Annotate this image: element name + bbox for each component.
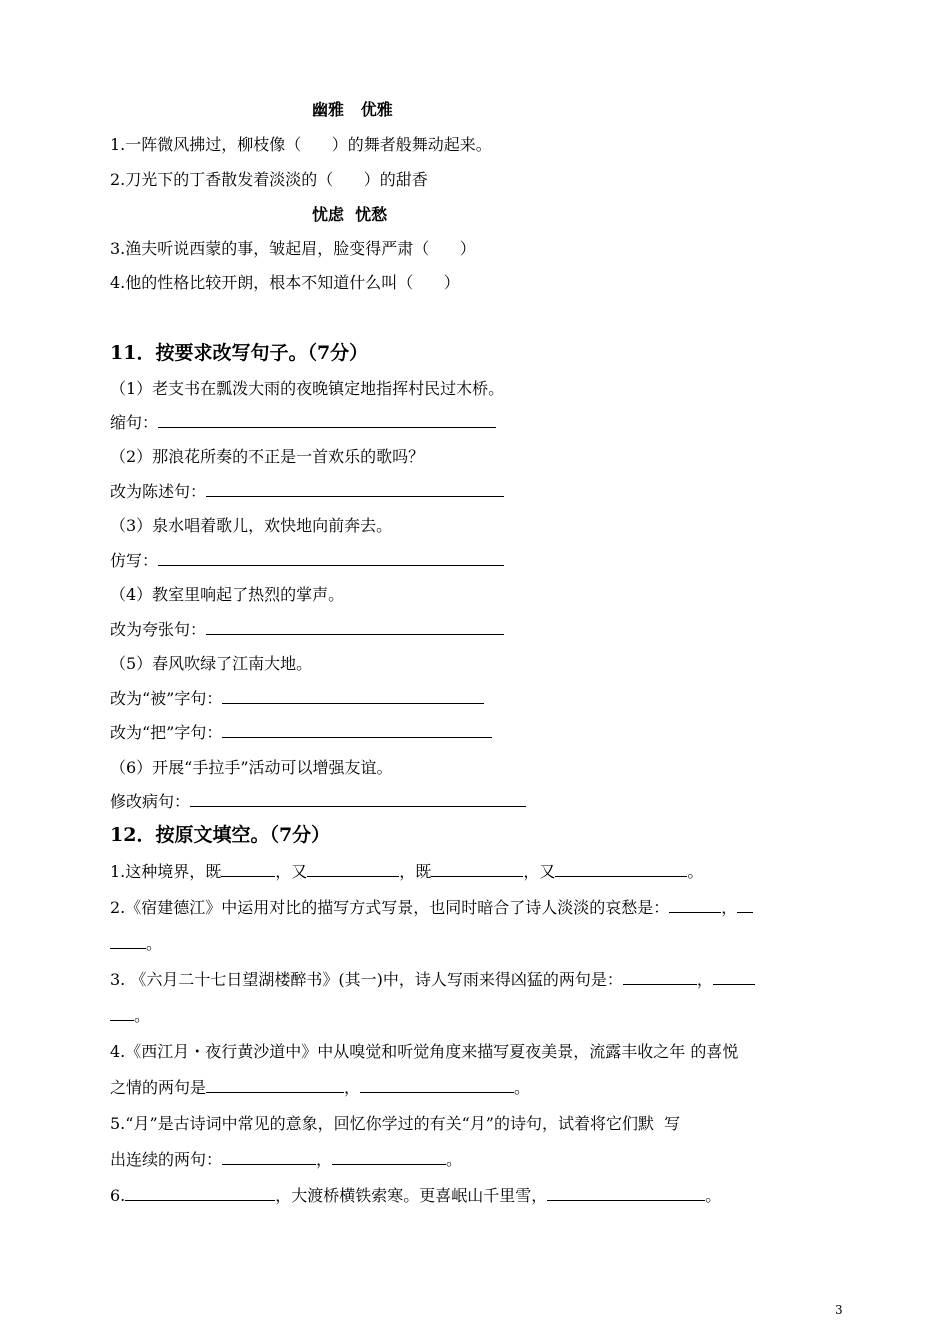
answer-blank[interactable] (332, 1150, 446, 1165)
word-pair-heading-2: 忧虑 忧愁 (312, 205, 388, 224)
fill-text: ， (316, 1150, 333, 1169)
fill-text: ，既 (399, 862, 432, 881)
rewrite-sentence-5: （5）春风吹绿了江南大地。 (110, 654, 313, 673)
answer-blank[interactable] (158, 413, 496, 428)
rewrite-prompt: 缩句： (110, 413, 159, 432)
fill-text: 3. 《六月二十七日望湖楼醉书》(其一)中，诗人写雨来得凶猛的两句是： (110, 970, 623, 989)
rewrite-prompt: 改为陈述句： (110, 482, 207, 501)
fill-question-5: 5.“月”是古诗词中常见的意象，回忆你学过的有关“月”的诗句，试着将它们默 写 (110, 1114, 681, 1133)
answer-blank[interactable] (669, 898, 721, 913)
answer-blank[interactable] (110, 934, 146, 949)
answer-blank[interactable] (713, 970, 755, 985)
fill-question-1 (110, 861, 703, 883)
rewrite-sentence-1: （1）老支书在瓢泼大雨的夜晚镇定地指挥村民过木桥。 (110, 379, 505, 398)
answer-blank[interactable] (221, 862, 275, 877)
rewrite-answer-5b (110, 722, 492, 744)
answer-blank[interactable] (623, 970, 697, 985)
answer-blank[interactable] (737, 898, 753, 913)
answer-blank[interactable] (222, 689, 484, 704)
rewrite-answer-5a (110, 688, 484, 710)
answer-blank[interactable] (307, 862, 399, 877)
answer-blank[interactable] (190, 792, 526, 807)
fill-text: 。 (705, 1186, 722, 1205)
section-11-title: 11．按要求改写句子。（7分） (110, 342, 369, 364)
section-12-title: 12．按原文填空。（7分） (110, 824, 331, 846)
answer-blank[interactable] (125, 1186, 275, 1201)
fill-question-2-cont (110, 933, 162, 955)
fill-text: ， (721, 898, 738, 917)
answer-blank[interactable] (206, 482, 504, 497)
answer-blank[interactable] (206, 1078, 344, 1093)
answer-blank[interactable] (431, 862, 523, 877)
rewrite-answer-3 (110, 550, 504, 572)
answer-blank[interactable] (555, 862, 687, 877)
fill-question-4-cont (110, 1077, 530, 1099)
question-2: 2.刀光下的丁香散发着淡淡的（ ）的甜香 (110, 170, 428, 189)
fill-text: ， (344, 1078, 361, 1097)
fill-text: 2.《宿建德江》中运用对比的描写方式写景，也同时暗合了诗人淡淡的哀愁是： (110, 898, 670, 917)
fill-text: 。 (146, 934, 163, 953)
rewrite-sentence-3: （3）泉水唱着歌儿，欢快地向前奔去。 (110, 516, 393, 535)
rewrite-sentence-4: （4）教室里响起了热烈的掌声。 (110, 585, 345, 604)
answer-blank[interactable] (158, 551, 504, 566)
rewrite-sentence-2: （2）那浪花所奏的不正是一首欢乐的歌吗？ (110, 447, 425, 466)
answer-blank[interactable] (206, 620, 504, 635)
fill-question-3-cont (110, 1005, 150, 1027)
rewrite-answer-4 (110, 619, 504, 641)
rewrite-prompt: 修改病句： (110, 792, 191, 811)
fill-question-6 (110, 1185, 721, 1207)
fill-text: 6. (110, 1186, 126, 1205)
fill-question-5-cont (110, 1149, 462, 1171)
rewrite-prompt: 仿写： (110, 551, 159, 570)
fill-question-2 (110, 897, 753, 919)
question-3: 3.渔夫听说西蒙的事，皱起眉，脸变得严肃（ ） (110, 239, 476, 258)
rewrite-sentence-6: （6）开展“手拉手”活动可以增强友谊。 (110, 758, 393, 777)
fill-text: 之情的两句是 (110, 1078, 207, 1097)
fill-text: ，又 (275, 862, 308, 881)
answer-blank[interactable] (360, 1078, 514, 1093)
rewrite-answer-2 (110, 481, 504, 503)
fill-text: 。 (514, 1078, 531, 1097)
fill-text: ，大渡桥横铁索寒。更喜岷山千里雪， (275, 1186, 548, 1205)
fill-text: 出连续的两句： (110, 1150, 223, 1169)
rewrite-prompt: 改为“被”字句： (110, 689, 223, 708)
answer-blank[interactable] (110, 1006, 134, 1021)
rewrite-answer-1 (110, 412, 496, 434)
fill-text: 。 (134, 1006, 151, 1025)
question-4: 4.他的性格比较开朗，根本不知道什么叫（ ） (110, 273, 460, 292)
answer-blank[interactable] (222, 1150, 316, 1165)
fill-text: 1.这种境界，既 (110, 862, 222, 881)
fill-question-4: 4.《西江月・夜行黄沙道中》中从嗅觉和听觉角度来描写夏夜美景，流露丰收之年 的喜悦 (110, 1042, 739, 1061)
answer-blank[interactable] (222, 723, 492, 738)
fill-text: 。 (446, 1150, 463, 1169)
answer-blank[interactable] (547, 1186, 705, 1201)
fill-question-3 (110, 969, 755, 991)
page-number: 3 (835, 1303, 843, 1317)
rewrite-prompt: 改为夸张句： (110, 620, 207, 639)
fill-text: ， (696, 970, 713, 989)
fill-text: ，又 (523, 862, 556, 881)
question-1: 1.一阵微风拂过，柳枝像（ ）的舞者般舞动起来。 (110, 135, 492, 154)
word-pair-heading-1: 幽雅 优雅 (312, 100, 393, 119)
fill-text: 。 (687, 862, 704, 881)
rewrite-answer-6 (110, 791, 526, 813)
rewrite-prompt: 改为“把”字句： (110, 723, 223, 742)
